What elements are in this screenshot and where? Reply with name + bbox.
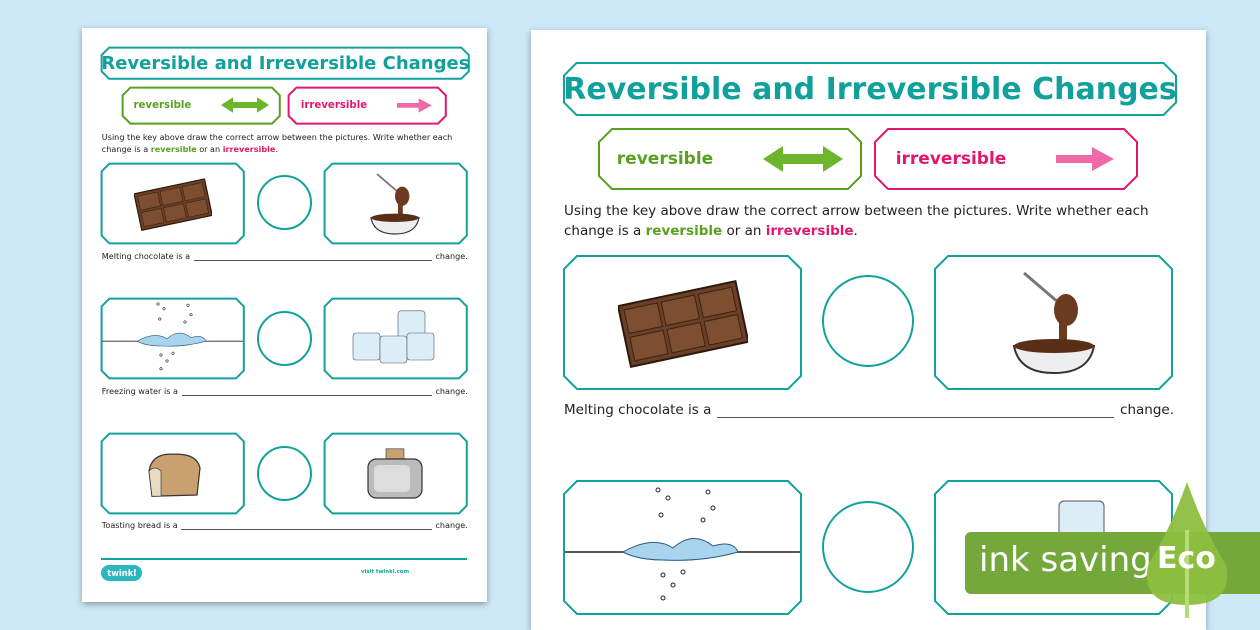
title-text: Reversible and Irreversible Changes	[101, 52, 470, 74]
frame	[288, 87, 446, 124]
sentence-row-1: Melting chocolate is a change.	[564, 402, 1174, 418]
frame	[563, 480, 802, 615]
key-irreversible-label: irreversible	[300, 99, 368, 111]
answer-line[interactable]	[181, 523, 432, 530]
worksheet	[82, 28, 487, 602]
sentence-row-3: Toasting bread is a change.	[101, 520, 468, 530]
frame	[934, 255, 1173, 390]
instructions: Using the key above draw the correct arrow between the pictures. Write whether each change is a reversible or an irreversible.	[564, 203, 1149, 239]
key-irreversible-label: irreversible	[895, 149, 1007, 169]
frame	[101, 163, 244, 244]
worksheet-preview-small	[82, 28, 487, 602]
frame	[563, 62, 1177, 116]
ink-saving-label: ink saving	[979, 540, 1152, 580]
instructions: Using the key above draw the correct arrow between the pictures. Write whether each change is a reversible or an irreversible.	[101, 131, 453, 154]
answer-circle[interactable]	[822, 501, 914, 593]
frame	[324, 298, 467, 379]
water-picture	[563, 480, 802, 615]
answer-circle[interactable]	[822, 275, 914, 367]
chocolate-bar-picture	[101, 163, 244, 244]
answer-line[interactable]	[717, 406, 1114, 418]
frame	[101, 47, 469, 79]
sentence-row-2: Freezing water is a change.	[101, 385, 468, 396]
key-reversible-label: reversible	[133, 99, 192, 111]
key-irreversible	[874, 128, 1138, 190]
melted-chocolate-picture	[934, 255, 1173, 390]
eco-label: Eco	[1157, 541, 1216, 576]
frame	[324, 163, 467, 244]
key-reversible	[122, 87, 280, 124]
answer-line[interactable]	[182, 388, 432, 395]
frame	[122, 87, 280, 124]
key-reversible-label: reversible	[616, 149, 714, 169]
answer-circle[interactable]	[257, 175, 312, 230]
answer-circle[interactable]	[257, 446, 312, 501]
ice-cubes-picture	[324, 298, 467, 379]
bread-picture	[101, 433, 244, 514]
sentence-row-1: Melting chocolate is a change.	[101, 251, 468, 262]
chocolate-bar-picture	[563, 255, 802, 390]
answer-circle[interactable]	[257, 311, 312, 366]
frame	[563, 255, 802, 390]
twinkl-logo: twinkl	[101, 565, 142, 581]
frame	[101, 298, 244, 379]
key-irreversible	[288, 87, 446, 124]
frame	[874, 128, 1138, 190]
toaster-picture	[324, 433, 467, 514]
answer-line[interactable]	[194, 254, 432, 261]
frame	[598, 128, 862, 190]
frame	[324, 433, 467, 514]
key-reversible	[598, 128, 862, 190]
melted-chocolate-picture	[324, 163, 467, 244]
frame	[101, 433, 244, 514]
worksheet-title	[563, 62, 1177, 116]
footer-divider	[101, 558, 467, 560]
worksheet-title	[101, 47, 469, 79]
water-picture	[101, 298, 244, 379]
visit-link[interactable]: visit twinkl.com	[361, 569, 410, 576]
title-text: Reversible and Irreversible Changes	[563, 71, 1177, 107]
